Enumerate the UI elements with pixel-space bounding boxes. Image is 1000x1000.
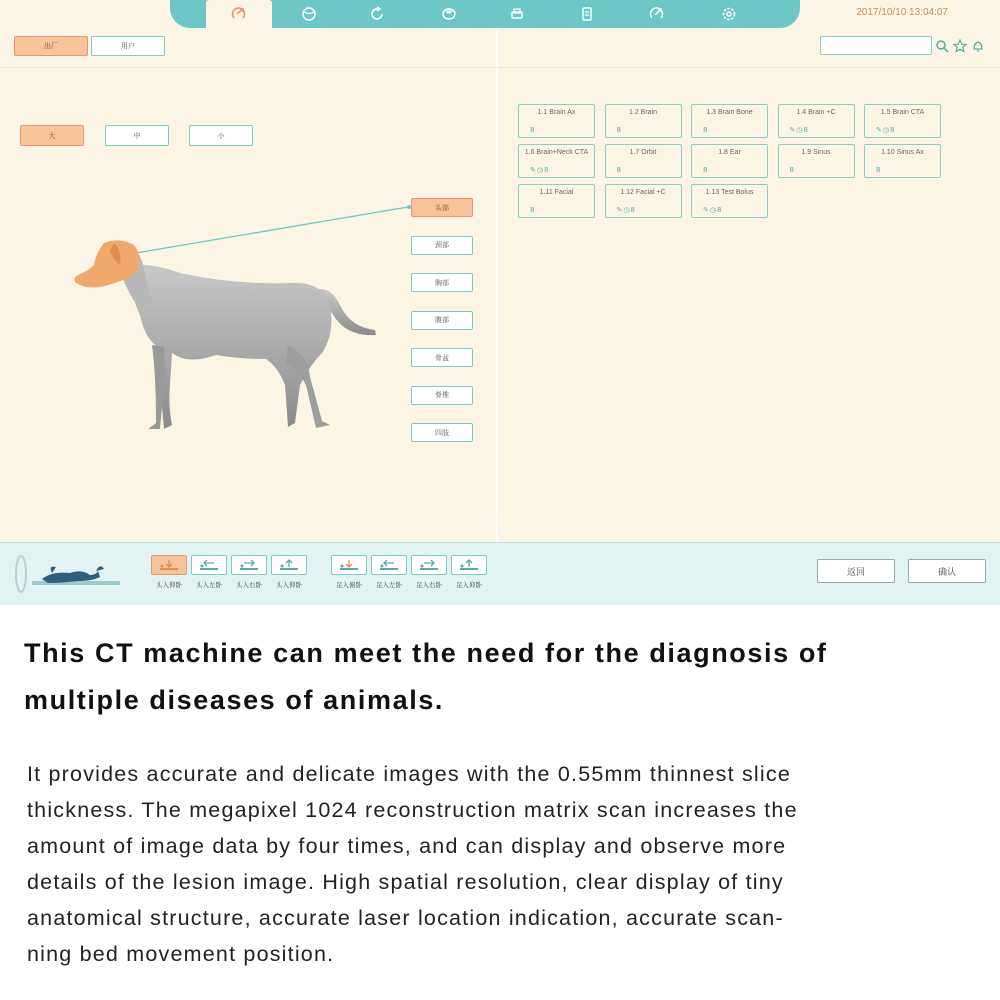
protocol-status-icons: ✎◷8 [876, 126, 896, 134]
body-part-button[interactable]: 头部 [411, 198, 473, 217]
patient-position-icon [278, 559, 300, 571]
body-line: details of the lesion image. High spatial resolution, clear display of tiny [27, 870, 784, 894]
protocol-card[interactable] [778, 144, 855, 178]
protocol-name: 1.7 Orbit [629, 149, 657, 156]
search-input[interactable] [820, 36, 932, 55]
body-line: thickness. The megapixel 1024 reconstruction matrix scan increases the [27, 798, 798, 822]
confirm-button[interactable]: 确认 [908, 559, 986, 583]
protocol-name: 1.4 Brain +C [796, 109, 836, 116]
search-icon [935, 39, 949, 53]
protocol-card[interactable] [518, 144, 595, 178]
protocol-status-icons: ✎◷8 [530, 166, 550, 174]
protocol-name: 1.13 Test Bolus [705, 189, 754, 196]
protocol-card[interactable] [778, 104, 855, 138]
position-down-button[interactable] [151, 555, 187, 575]
search-button[interactable] [935, 38, 949, 52]
headline-line-2: multiple diseases of animals. [24, 685, 445, 715]
favorite-button[interactable] [953, 38, 967, 52]
position-up-button[interactable] [451, 555, 487, 575]
export-icon [649, 6, 665, 22]
position-label: 足入俯卧 [336, 581, 362, 589]
protocol-card[interactable] [518, 184, 595, 218]
tab-refresh[interactable] [344, 0, 410, 28]
tab-factory[interactable]: 出厂 [14, 36, 88, 56]
scan-arrow-icon [231, 6, 247, 22]
position-label: 足入右卧 [416, 581, 442, 589]
star-icon [953, 39, 967, 53]
tab-user[interactable]: 用户 [91, 36, 165, 56]
tab-globe[interactable] [276, 0, 342, 28]
globe-icon [301, 6, 317, 22]
protocol-card[interactable] [518, 104, 595, 138]
position-left-button[interactable] [191, 555, 227, 575]
settings-icon [721, 6, 737, 22]
protocol-name: 1.8 Ear [718, 149, 741, 156]
body-line: amount of image data by four times, and can display and observe more [27, 834, 787, 858]
body-line: anatomical structure, accurate laser location indication, accurate scan- [27, 906, 784, 930]
headline-line-1: This CT machine can meet the need for the diagnosis of [24, 638, 828, 668]
protocol-name: 1.5 Brain CTA [880, 109, 925, 116]
size-small-button[interactable]: 小 [189, 125, 253, 146]
marketing-headline [24, 630, 974, 724]
header-divider [0, 67, 1000, 68]
protocol-status-icons: 8 [789, 166, 795, 174]
protocol-name: 1.11 Facial [539, 189, 574, 196]
protocol-name: 1.10 Sinus Ax [881, 149, 924, 156]
body-part-button[interactable]: 骨盆 [411, 348, 473, 367]
protocol-card[interactable] [691, 144, 768, 178]
protocol-status-icons: 8 [876, 166, 882, 174]
position-label: 足入仰卧 [456, 581, 482, 589]
patient-position-icon [418, 559, 440, 571]
body-line: ning bed movement position. [27, 942, 335, 966]
body-part-button[interactable]: 腹部 [411, 311, 473, 330]
patient-position-icon [158, 559, 180, 571]
tab-print[interactable] [484, 0, 550, 28]
patient-position-icon [338, 559, 360, 571]
patient-position-icon [198, 559, 220, 571]
back-button[interactable]: 返回 [817, 559, 895, 583]
protocol-status-icons: 8 [703, 126, 709, 134]
position-label: 头入仰卧 [156, 581, 182, 589]
patient-position-icon [458, 559, 480, 571]
patient-position-icon [238, 559, 260, 571]
position-label: 头入左卧 [196, 581, 222, 589]
protocol-status-icons: 8 [703, 166, 709, 174]
protocol-status-icons: 8 [616, 126, 622, 134]
protocol-card[interactable] [691, 104, 768, 138]
protocol-card[interactable] [864, 144, 941, 178]
protocol-name: 1.2 Brain [628, 109, 658, 116]
position-label: 头入仰卧 [276, 581, 302, 589]
protocol-status-icons: 8 [530, 206, 536, 214]
datetime-display: 2017/10/10 13:04:07 [856, 7, 948, 18]
protocol-status-icons: 8 [616, 166, 622, 174]
protocol-status-icons: 8 [530, 126, 536, 134]
protocol-card[interactable] [605, 184, 682, 218]
protocol-name: 1.6 Brain+Neck CTA [524, 149, 589, 156]
position-label: 头入右卧 [236, 581, 262, 589]
body-part-button[interactable]: 脊椎 [411, 386, 473, 405]
protocol-name: 1.12 Facial +C [620, 189, 666, 196]
panel-divider [496, 30, 498, 542]
tab-export[interactable] [624, 0, 690, 28]
tab-scan[interactable] [206, 0, 272, 28]
main-tab-strip [170, 0, 800, 28]
position-right-button[interactable] [411, 555, 447, 575]
position-label: 足入左卧 [376, 581, 402, 589]
protocol-card[interactable] [864, 104, 941, 138]
body-part-button[interactable]: 四肢 [411, 423, 473, 442]
protocol-status-icons: ✎◷8 [616, 206, 636, 214]
tab-report[interactable] [554, 0, 620, 28]
refresh-icon [369, 6, 385, 22]
position-down-button[interactable] [331, 555, 367, 575]
protocol-card[interactable] [605, 144, 682, 178]
protocol-name: 1.1 Brain Ax [537, 109, 576, 116]
position-up-button[interactable] [271, 555, 307, 575]
notification-button[interactable] [971, 38, 985, 52]
tab-disc[interactable] [416, 0, 482, 28]
report-icon [579, 6, 595, 22]
body-part-button[interactable]: 胸部 [411, 273, 473, 292]
protocol-status-icons: ✎◷8 [703, 206, 723, 214]
disc-icon [441, 6, 457, 22]
print-icon [509, 6, 525, 22]
patient-position-icon [378, 559, 400, 571]
body-line: It provides accurate and delicate images with the 0.55mm thinnest slice [27, 762, 791, 786]
protocol-card[interactable] [605, 104, 682, 138]
position-right-button[interactable] [231, 555, 267, 575]
marketing-body [27, 756, 947, 972]
size-large-button[interactable]: 大 [20, 125, 84, 146]
tab-settings[interactable] [696, 0, 762, 28]
protocol-name: 1.3 Brain Bone [706, 109, 753, 116]
bell-icon [971, 39, 985, 53]
top-bar [0, 0, 1000, 28]
position-left-button[interactable] [371, 555, 407, 575]
patient-table-thumbnail [12, 553, 122, 595]
size-medium-button[interactable]: 中 [105, 125, 169, 146]
protocol-card[interactable] [691, 184, 768, 218]
dog-model-image [60, 235, 390, 440]
body-part-button[interactable]: 颈部 [411, 236, 473, 255]
protocol-status-icons: ✎◷8 [789, 126, 809, 134]
protocol-name: 1.9 Sinus [801, 149, 831, 156]
